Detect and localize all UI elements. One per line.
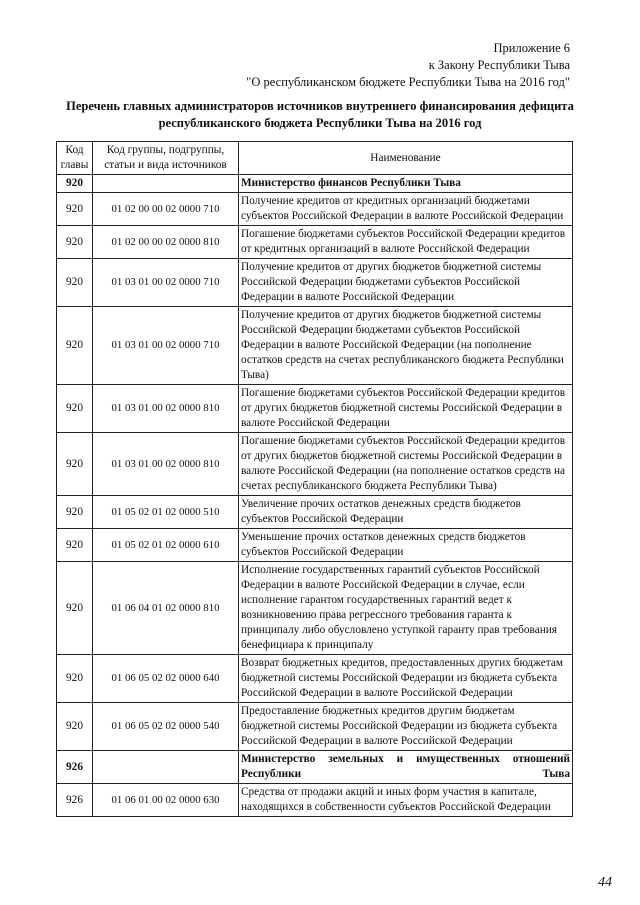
row-source-code: 01 02 00 00 02 0000 810 [93, 226, 239, 259]
law-reference: к Закону Республики Тыва [428, 58, 570, 72]
column-header-name: Наименование [239, 142, 573, 175]
row-source-code: 01 03 01 00 02 0000 710 [93, 307, 239, 385]
row-code: 920 [57, 496, 93, 529]
appendix-header [246, 40, 570, 91]
row-source-code: 01 06 05 02 02 0000 540 [93, 703, 239, 751]
row-code: 920 [57, 562, 93, 655]
document-title [0, 98, 640, 132]
table-row [57, 307, 573, 385]
row-code: 920 [57, 529, 93, 562]
row-name: Министерство финансов Республики Тыва [239, 175, 573, 193]
row-name: Погашение бюджетами субъектов Российской Федерации кредитов от кредитных организаций в валюте Российской Федерации [239, 226, 573, 259]
table-row [57, 529, 573, 562]
row-source-code: 01 03 01 00 02 0000 710 [93, 259, 239, 307]
row-code: 920 [57, 703, 93, 751]
row-source-code: 01 06 01 00 02 0000 630 [93, 784, 239, 817]
row-source-code: 01 05 02 01 02 0000 610 [93, 529, 239, 562]
row-source-code [93, 751, 239, 784]
table-row [57, 655, 573, 703]
row-code: 920 [57, 655, 93, 703]
table-row [57, 259, 573, 307]
row-code: 920 [57, 385, 93, 433]
table-row [57, 193, 573, 226]
row-code: 926 [57, 784, 93, 817]
appendix-label: Приложение 6 [493, 41, 570, 55]
row-name: Получение кредитов от кредитных организаций бюджетами субъектов Российской Федерации в валюте Российской Федерации [239, 193, 573, 226]
row-source-code: 01 05 02 01 02 0000 510 [93, 496, 239, 529]
document-title-line-2: республиканского бюджета Республики Тыва на 2016 год [158, 116, 482, 130]
row-name: Министерство земельных и имущественных отношений Республики Тыва [239, 751, 573, 784]
row-name: Погашение бюджетами субъектов Российской Федерации кредитов от других бюджетов бюджетной системы Российской Федерации в валюте Российской Федерации (на пополнение остатков средств на счетах республиканского бюджета Республики Тыва) [239, 433, 573, 496]
table-row [57, 496, 573, 529]
row-name: Исполнение государственных гарантий субъектов Российской Федерации в валюте Российской Федерации в случае, если исполнение гарантом государственных гарантий ведет к возникновению права регрессного требования гаранта к принципалу либо обусловлено уступкой гаранту прав требования бенефициара к принципалу [239, 562, 573, 655]
row-name: Погашение бюджетами субъектов Российской Федерации кредитов от других бюджетов бюджетной системы Российской Федерации в валюте Российской Федерации [239, 385, 573, 433]
table-row [57, 751, 573, 784]
row-source-code [93, 175, 239, 193]
row-code: 926 [57, 751, 93, 784]
row-name: Получение кредитов от других бюджетов бюджетной системы Российской Федерации бюджетами субъектов Российской Федерации в валюте Российской Федерации (на пополнение остатков средств на счетах республиканского бюджета Республики Тыва) [239, 307, 573, 385]
row-name: Предоставление бюджетных кредитов другим бюджетам бюджетной системы Российской Федерации из бюджета субъекта Российской Федерации в валюте Российской Федерации [239, 703, 573, 751]
row-code: 920 [57, 175, 93, 193]
table-row [57, 562, 573, 655]
column-header-code: Код главы [57, 142, 93, 175]
table-row [57, 175, 573, 193]
row-code: 920 [57, 226, 93, 259]
document-title-line-1: Перечень главных администраторов источников внутреннего финансирования дефицита [66, 99, 574, 113]
administrators-table [56, 141, 573, 817]
table-row [57, 433, 573, 496]
row-name: Средства от продажи акций и иных форм участия в капитале, находящихся в собственности субъектов Российской Федерации [239, 784, 573, 817]
row-code: 920 [57, 433, 93, 496]
table-row [57, 784, 573, 817]
row-source-code: 01 06 05 02 02 0000 640 [93, 655, 239, 703]
law-title: "О республиканском бюджете Республики Тыва на 2016 год" [246, 75, 570, 89]
table-row [57, 703, 573, 751]
table-body [57, 175, 573, 817]
row-code: 920 [57, 193, 93, 226]
row-code: 920 [57, 307, 93, 385]
table-row [57, 385, 573, 433]
row-source-code: 01 03 01 00 02 0000 810 [93, 433, 239, 496]
row-source-code: 01 06 04 01 02 0000 810 [93, 562, 239, 655]
column-header-source: Код группы, подгруппы, статьи и вида источников [93, 142, 239, 175]
row-code: 920 [57, 259, 93, 307]
row-name: Возврат бюджетных кредитов, предоставленных других бюджетам бюджетной системы Российской Федерации из бюджета субъекта Российской Федерации в валюте Российской Федерации [239, 655, 573, 703]
row-name: Уменьшение прочих остатков денежных средств бюджетов субъектов Российской Федерации [239, 529, 573, 562]
row-name: Увеличение прочих остатков денежных средств бюджетов субъектов Российской Федерации [239, 496, 573, 529]
row-name: Получение кредитов от других бюджетов бюджетной системы Российской Федерации бюджетами субъектов Российской Федерации в валюте Российской Федерации [239, 259, 573, 307]
row-source-code: 01 03 01 00 02 0000 810 [93, 385, 239, 433]
row-source-code: 01 02 00 00 02 0000 710 [93, 193, 239, 226]
page-number: 44 [598, 875, 612, 890]
table-row [57, 226, 573, 259]
table-header-row [57, 142, 573, 175]
